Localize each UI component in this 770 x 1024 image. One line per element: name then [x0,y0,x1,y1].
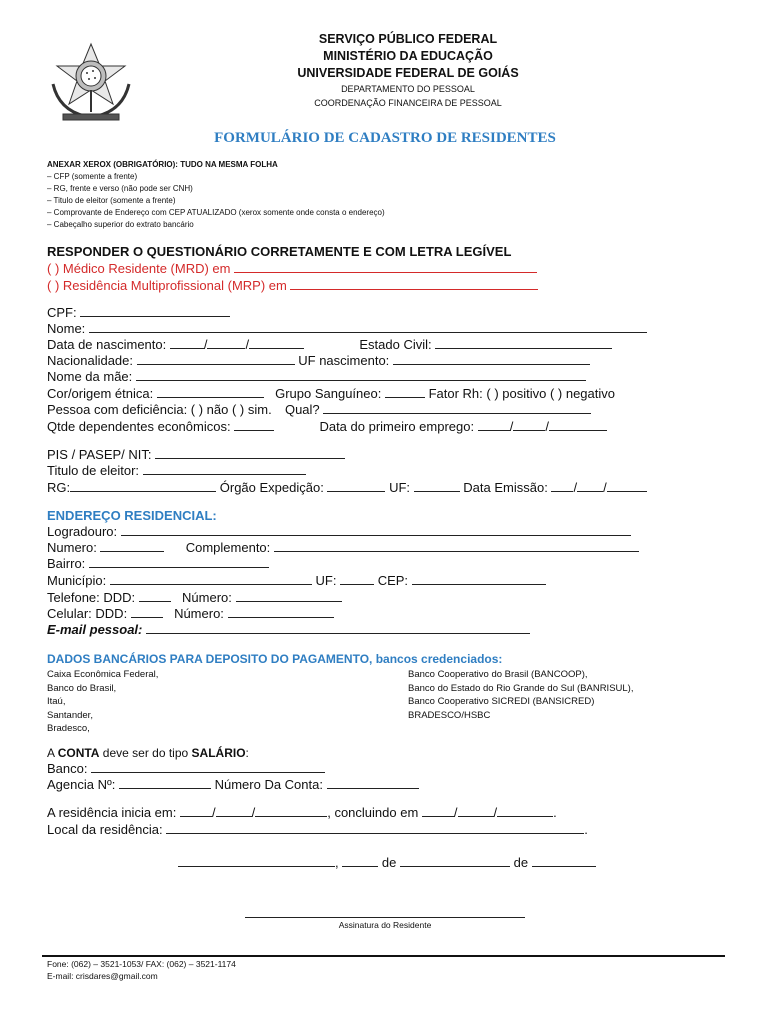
option-mrd[interactable] [47,261,537,277]
conta-text: deve ser do tipo [99,746,192,760]
attachment-item: – RG, frente e verso (não pode ser CNH) [47,184,193,193]
email-label: E-mail pessoal: [47,622,143,637]
bank-item: Caixa Econômica Federal, [47,669,159,680]
header-line-2: MINISTÉRIO DA EDUCAÇÃO [323,49,493,63]
instruction-heading: RESPONDER O QUESTIONÁRIO CORRETAMENTE E COM LETRA LEGÍVEL [47,244,512,259]
form-title: FORMULÁRIO DE CADASTRO DE RESIDENTES [214,130,556,146]
conta-emph: CONTA [57,746,100,760]
banco-field[interactable] [91,762,325,773]
orgao-expedicao-label: Órgão Expedição: [219,480,324,495]
conta-text: A [47,746,58,760]
primeiro-emprego-label: Data do primeiro emprego: [319,419,475,434]
deficiencia-label[interactable]: Pessoa com deficiência: ( ) não ( ) sim. [47,402,272,417]
dob-day-field[interactable] [170,338,204,349]
telefone-numero-label: Número: [182,590,232,605]
fim-day-field[interactable] [422,806,454,817]
salario-emph: SALÁRIO [191,746,246,760]
conta-text: : [245,746,249,760]
bank-item: Santander, [47,709,93,721]
sign-year-field[interactable] [532,856,596,867]
mrd-field[interactable] [234,262,537,273]
conta-instruction [47,745,249,761]
attachment-item: – Comprovante de Endereço com CEP ATUALIZADO (xerox somente onde consta o endereço) [47,208,385,217]
nome-label: Nome: [47,321,86,336]
inicia-label: A residência inicia em: [47,805,177,820]
emprego-month-field[interactable] [513,420,545,431]
titulo-eleitor-field[interactable] [143,464,306,475]
cep-field[interactable] [412,574,546,585]
header-line-3: UNIVERSIDADE FEDERAL DE GOIÁS [297,66,519,80]
emissao-year-field[interactable] [607,481,647,492]
estado-civil-label: Estado Civil: [359,337,432,352]
header-line-5: COORDENAÇÃO FINANCEIRA DE PESSOAL [314,98,502,108]
option-mrd-label: ( ) Médico Residente (MRD) em [47,261,231,276]
telefone-ddd-field[interactable] [139,591,171,602]
data-nascimento-label: Data de nascimento: [47,337,167,352]
inicio-day-field[interactable] [180,806,212,817]
qual-field[interactable] [323,403,591,414]
bank-item: Banco Cooperativo do Brasil (BANCOOP), [408,669,588,680]
dependentes-field[interactable] [234,420,274,431]
bank-item: BRADESCO/HSBC [408,709,491,721]
agencia-label: Agencia Nº: [47,777,116,792]
uf-nascimento-label: UF nascimento: [298,353,390,368]
concluindo-label: , concluindo em [327,805,419,820]
pis-label: PIS / PASEP/ NIT: [47,447,152,462]
cep-label: CEP: [377,573,409,588]
emprego-day-field[interactable] [478,420,510,431]
municipio-field[interactable] [110,574,312,585]
address-uf-field[interactable] [340,574,374,585]
address-heading: ENDEREÇO RESIDENCIAL: [47,508,217,523]
bairro-label: Bairro: [47,556,86,571]
fator-rh-label[interactable]: Fator Rh: ( ) positivo ( ) negativo [428,386,615,401]
cor-field[interactable] [157,387,264,398]
grupo-sanguineo-field[interactable] [385,387,425,398]
emissao-day-field[interactable] [551,481,573,492]
telefone-numero-field[interactable] [236,591,342,602]
numero-field[interactable] [100,541,164,552]
rg-label: RG: [47,480,71,495]
nome-mae-field[interactable] [136,370,586,381]
estado-civil-field[interactable] [435,338,612,349]
comma: , [335,855,339,870]
rg-uf-field[interactable] [414,481,460,492]
municipio-label: Município: [47,573,107,588]
bank-item: Banco do Estado do Rio Grande do Sul (BANRISUL), [408,682,634,694]
footer-phone: Fone: (062) – 3521-1053/ FAX: (062) – 3521-1174 [47,959,236,969]
logradouro-field[interactable] [121,525,631,536]
cpf-field[interactable] [80,306,230,317]
bank-list-left [47,668,158,736]
nome-field[interactable] [89,322,647,333]
signature-date [178,855,596,870]
emprego-year-field[interactable] [549,420,607,431]
bank-item: Banco Cooperativo SICREDI (BANSICRED) [408,696,595,707]
header-line-1: SERVIÇO PÚBLICO FEDERAL [318,32,498,46]
footer-divider [42,955,725,957]
nacionalidade-field[interactable] [137,354,295,365]
attachment-item: – CFP (somente a frente) [47,172,138,181]
telefone-label: Telefone: DDD: [47,590,136,605]
rg-field[interactable] [70,481,216,492]
address-uf-label: UF: [315,573,337,588]
titulo-eleitor-label: Titulo de eleitor: [47,463,140,478]
celular-numero-field[interactable] [228,607,334,618]
celular-ddd-field[interactable] [131,607,163,618]
attachment-item: – Cabeçalho superior do extrato bancário [47,220,194,229]
bank-item: Itaú, [47,696,66,707]
inicio-month-field[interactable] [216,806,252,817]
bank-list-right [408,668,633,722]
qual-label: Qual? [284,402,320,417]
footer-email: E-mail: crisdares@gmail.com [47,971,158,981]
rg-uf-label: UF: [389,480,411,495]
cpf-label: CPF: [47,305,77,320]
emissao-month-field[interactable] [577,481,603,492]
numero-conta-field[interactable] [327,778,419,789]
fim-month-field[interactable] [458,806,494,817]
nome-mae-label: Nome da mãe: [47,369,133,384]
dependentes-label: Qtde dependentes econômicos: [47,419,231,434]
grupo-sanguineo-label: Grupo Sanguíneo: [275,386,382,401]
bank-item: Bradesco, [47,723,90,734]
mrp-field[interactable] [290,279,538,290]
banco-label: Banco: [47,761,88,776]
inicio-year-field[interactable] [255,806,327,817]
uf-nascimento-field[interactable] [393,354,590,365]
complemento-field[interactable] [274,541,639,552]
sign-month-field[interactable] [400,856,510,867]
option-mrp-label: ( ) Residência Multiprofissional (MRP) em [47,278,287,293]
complemento-label: Complemento: [185,540,271,555]
dob-year-field[interactable] [249,338,304,349]
bank-heading: DADOS BANCÁRIOS PARA DEPOSITO DO PAGAMENTO, bancos credenciados: [47,652,503,666]
fim-year-field[interactable] [497,806,553,817]
local-label: Local da residência: [47,822,163,837]
email-field[interactable] [146,623,530,634]
de-label: de [513,855,529,870]
de-label: de [381,855,397,870]
numero-label: Numero: [47,540,97,555]
nacionalidade-label: Nacionalidade: [47,353,134,368]
pis-field[interactable] [155,448,345,459]
orgao-field[interactable] [327,481,385,492]
sign-day-field[interactable] [342,856,378,867]
agencia-field[interactable] [119,778,211,789]
attachment-item: – Titulo de eleitor (somente a frente) [47,196,176,205]
signature-line[interactable] [245,917,525,918]
local-field[interactable] [166,823,584,834]
data-emissao-label: Data Emissão: [463,480,548,495]
city-field[interactable] [178,856,335,867]
option-mrp[interactable] [47,278,538,294]
bairro-field[interactable] [89,557,269,568]
signature-label: Assinatura do Residente [338,920,432,930]
logradouro-label: Logradouro: [47,524,118,539]
header-line-4: DEPARTAMENTO DO PESSOAL [341,84,475,94]
celular-label: Celular: DDD: [47,606,128,621]
bank-item: Banco do Brasil, [47,682,117,694]
brazil-coat-of-arms-icon [45,40,137,124]
celular-numero-label: Número: [174,606,224,621]
attachments-heading: ANEXAR XEROX (OBRIGATÓRIO): TUDO NA MESMA FOLHA [47,160,278,169]
numero-conta-label: Número Da Conta: [214,777,323,792]
cor-label: Cor/origem étnica: [47,386,154,401]
dob-month-field[interactable] [207,338,245,349]
